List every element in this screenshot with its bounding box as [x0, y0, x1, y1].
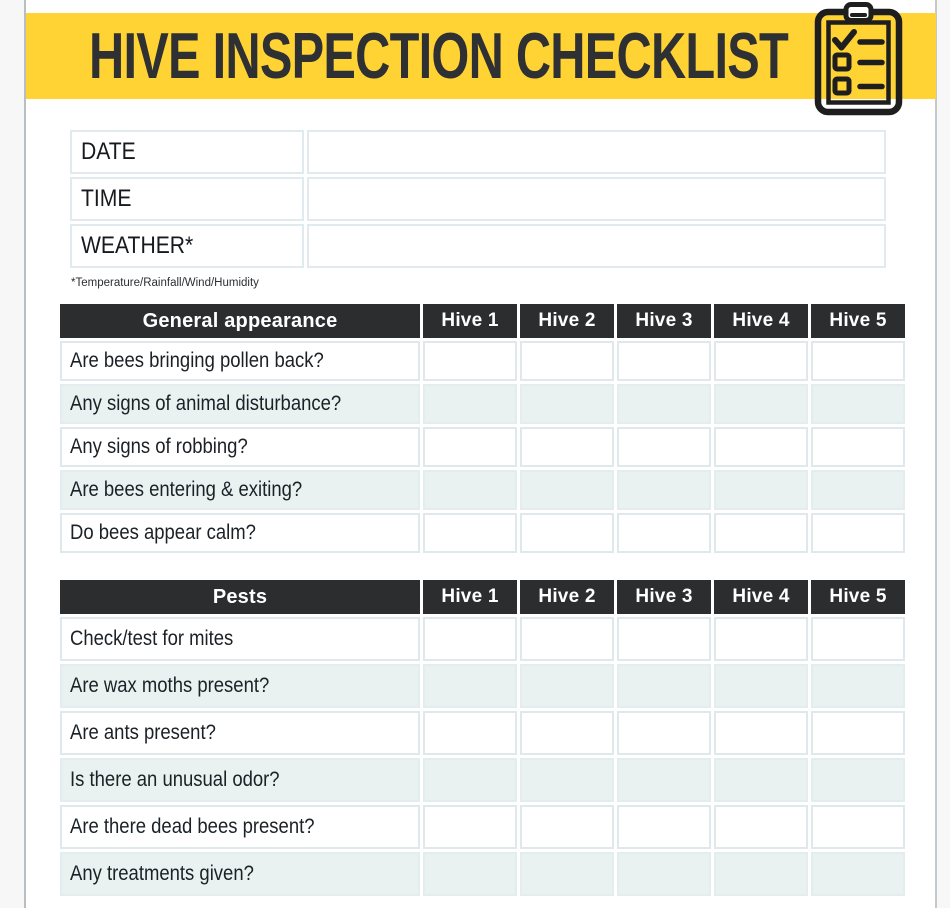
hive-answer-cell[interactable]: [617, 427, 711, 467]
info-label-text: TIME: [81, 185, 132, 212]
checklist-row: [60, 711, 905, 755]
hive-answer-cell[interactable]: [714, 513, 808, 553]
hive-answer-cell[interactable]: [714, 852, 808, 896]
question-text: Is there an unusual odor?: [70, 768, 280, 791]
question-text: Do bees appear calm?: [70, 521, 256, 544]
checklist-row: [60, 758, 905, 802]
hive-answer-cell[interactable]: [423, 513, 517, 553]
info-row: [70, 130, 886, 174]
hive-answer-cell[interactable]: [423, 427, 517, 467]
hive-answer-cell[interactable]: [520, 470, 614, 510]
checklist-row: [60, 805, 905, 849]
hive-answer-cell[interactable]: [811, 470, 905, 510]
info-row: [70, 177, 886, 221]
section-title: General appearance: [60, 304, 420, 338]
info-label: [70, 224, 304, 268]
question-label: [60, 758, 420, 802]
question-text: Are wax moths present?: [70, 674, 270, 697]
hive-answer-cell[interactable]: [520, 384, 614, 424]
hive-column-header: Hive 1: [423, 580, 517, 614]
question-text: Any treatments given?: [70, 862, 254, 885]
hive-answer-cell[interactable]: [617, 711, 711, 755]
hive-answer-cell[interactable]: [520, 711, 614, 755]
hive-answer-cell[interactable]: [811, 711, 905, 755]
section-pests: [57, 577, 908, 899]
info-value-field[interactable]: [307, 130, 886, 174]
info-table: [67, 127, 889, 271]
hive-answer-cell[interactable]: [811, 384, 905, 424]
clipboard-checklist-icon: [810, 2, 907, 116]
hive-answer-cell[interactable]: [520, 805, 614, 849]
question-label: [60, 384, 420, 424]
hive-column-header: Hive 2: [520, 580, 614, 614]
hive-column-header: Hive 2: [520, 304, 614, 338]
checklist-row: [60, 617, 905, 661]
checklist-row: [60, 852, 905, 896]
hive-column-header: Hive 3: [617, 304, 711, 338]
page-margin-left: [0, 0, 26, 908]
question-text: Are ants present?: [70, 721, 216, 744]
hive-answer-cell[interactable]: [520, 513, 614, 553]
hive-column-header: Hive 4: [714, 304, 808, 338]
hive-answer-cell[interactable]: [714, 758, 808, 802]
hive-answer-cell[interactable]: [811, 805, 905, 849]
weather-footnote: *Temperature/Rainfall/Wind/Humidity: [71, 277, 259, 289]
hive-answer-cell[interactable]: [617, 852, 711, 896]
checklist-row: [60, 427, 905, 467]
hive-answer-cell[interactable]: [714, 617, 808, 661]
hive-answer-cell[interactable]: [811, 341, 905, 381]
checklist-row: [60, 470, 905, 510]
hive-answer-cell[interactable]: [714, 341, 808, 381]
hive-column-header: Hive 4: [714, 580, 808, 614]
hive-answer-cell[interactable]: [811, 758, 905, 802]
hive-answer-cell[interactable]: [714, 805, 808, 849]
checklist-row: [60, 513, 905, 553]
hive-answer-cell[interactable]: [617, 341, 711, 381]
info-label: [70, 130, 304, 174]
hive-answer-cell[interactable]: [520, 852, 614, 896]
hive-answer-cell[interactable]: [520, 664, 614, 708]
section-header-row: [60, 304, 905, 338]
hive-answer-cell[interactable]: [617, 384, 711, 424]
hive-answer-cell[interactable]: [811, 513, 905, 553]
info-row: [70, 224, 886, 268]
hive-answer-cell[interactable]: [811, 664, 905, 708]
hive-answer-cell[interactable]: [423, 470, 517, 510]
hive-answer-cell[interactable]: [811, 617, 905, 661]
hive-answer-cell[interactable]: [617, 470, 711, 510]
hive-answer-cell[interactable]: [520, 427, 614, 467]
question-text: Are bees entering & exiting?: [70, 478, 303, 501]
hive-column-header: Hive 5: [811, 304, 905, 338]
question-text: Check/test for mites: [70, 627, 234, 650]
question-label: [60, 711, 420, 755]
hive-answer-cell[interactable]: [714, 664, 808, 708]
title-banner: [26, 13, 936, 99]
page-margin-right: [935, 0, 950, 908]
hive-column-header: Hive 3: [617, 580, 711, 614]
hive-answer-cell[interactable]: [520, 341, 614, 381]
hive-column-header: Hive 1: [423, 304, 517, 338]
hive-answer-cell[interactable]: [423, 758, 517, 802]
hive-answer-cell[interactable]: [520, 758, 614, 802]
question-text: Are there dead bees present?: [70, 815, 315, 838]
info-label: [70, 177, 304, 221]
hive-answer-cell[interactable]: [423, 711, 517, 755]
question-label: [60, 470, 420, 510]
checklist-row: [60, 664, 905, 708]
question-label: [60, 664, 420, 708]
hive-answer-cell[interactable]: [811, 852, 905, 896]
hive-answer-cell[interactable]: [520, 617, 614, 661]
hive-answer-cell[interactable]: [423, 384, 517, 424]
question-text: Any signs of animal disturbance?: [70, 392, 342, 415]
hive-answer-cell[interactable]: [423, 341, 517, 381]
hive-answer-cell[interactable]: [714, 711, 808, 755]
section-header-row: [60, 580, 905, 614]
hive-answer-cell[interactable]: [423, 852, 517, 896]
info-value-field[interactable]: [307, 177, 886, 221]
section-title: Pests: [60, 580, 420, 614]
question-label: [60, 341, 420, 381]
hive-answer-cell[interactable]: [423, 617, 517, 661]
hive-answer-cell[interactable]: [714, 384, 808, 424]
hive-answer-cell[interactable]: [617, 805, 711, 849]
checklist-row: [60, 384, 905, 424]
question-label: [60, 617, 420, 661]
hive-answer-cell[interactable]: [423, 664, 517, 708]
hive-answer-cell[interactable]: [617, 617, 711, 661]
info-label-text: WEATHER*: [81, 232, 194, 259]
hive-answer-cell[interactable]: [714, 427, 808, 467]
hive-answer-cell[interactable]: [617, 513, 711, 553]
checklist-row: [60, 341, 905, 381]
hive-answer-cell[interactable]: [423, 805, 517, 849]
hive-answer-cell[interactable]: [617, 758, 711, 802]
question-label: [60, 852, 420, 896]
question-label: [60, 805, 420, 849]
page-title: HIVE INSPECTION CHECKLIST: [89, 19, 789, 92]
hive-answer-cell[interactable]: [811, 427, 905, 467]
hive-answer-cell[interactable]: [617, 664, 711, 708]
question-label: [60, 513, 420, 553]
hive-answer-cell[interactable]: [714, 470, 808, 510]
question-text: Are bees bringing pollen back?: [70, 349, 324, 372]
hive-column-header: Hive 5: [811, 580, 905, 614]
question-text: Any signs of robbing?: [70, 435, 248, 458]
question-label: [60, 427, 420, 467]
section-general-appearance: [57, 301, 908, 556]
info-label-text: DATE: [81, 138, 136, 165]
info-value-field[interactable]: [307, 224, 886, 268]
